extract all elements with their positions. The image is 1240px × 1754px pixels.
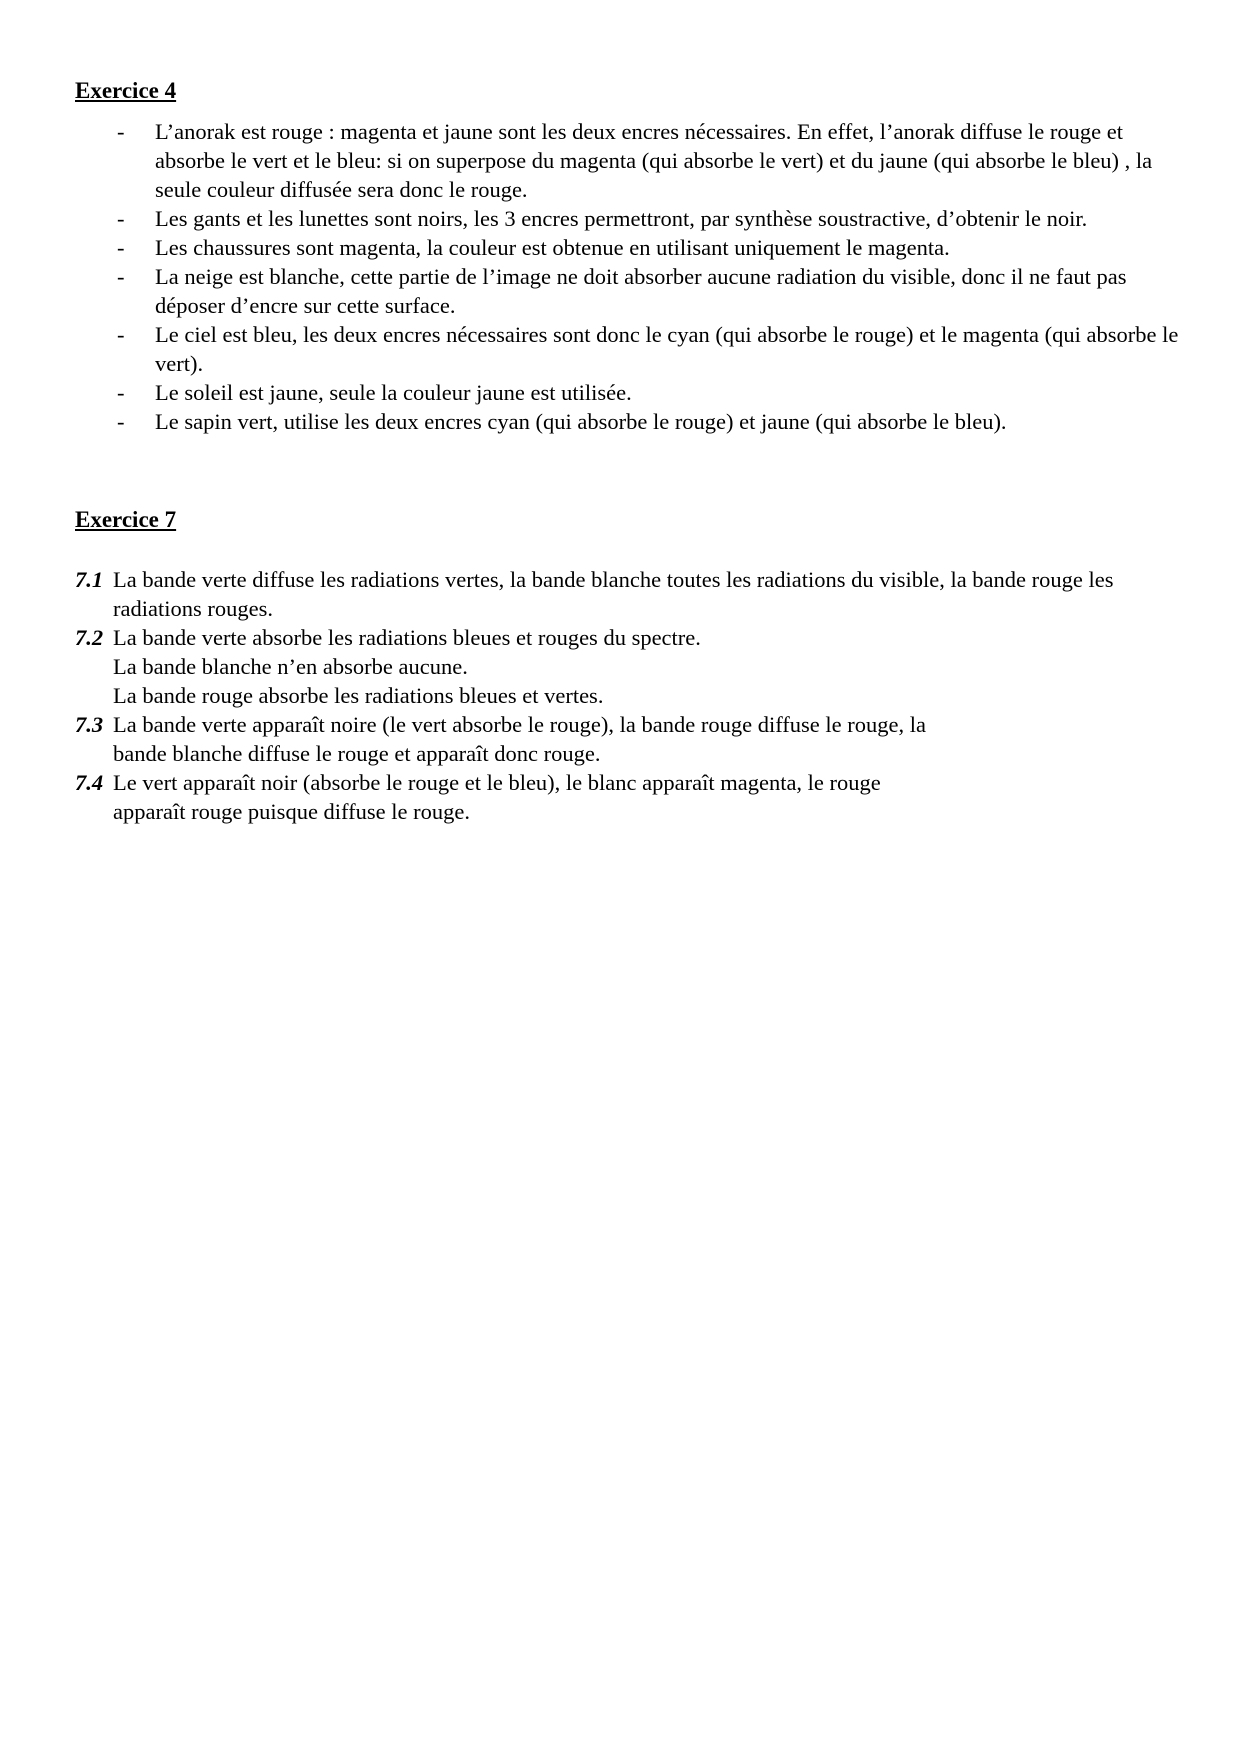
answer-number: 7.1 [75, 567, 104, 592]
exercise-7-answers [75, 565, 1185, 826]
list-item-text: Les chaussures sont magenta, la couleur est obtenue en utilisant uniquement le magenta. [155, 235, 950, 260]
bullet-dash: - [117, 235, 125, 260]
list-item [75, 407, 1185, 436]
answer-line: apparaît rouge puisque diffuse le rouge. [113, 799, 470, 824]
answer-line: La bande rouge absorbe les radiations bleues et vertes. [113, 683, 604, 708]
exercise-7-title: Exercice 7 [75, 507, 177, 532]
list-item-text: La neige est blanche, cette partie de l’image ne doit absorber aucune radiation du visible, donc il ne faut pas déposer d’encre sur cette surface. [155, 264, 1127, 318]
answer-number: 7.2 [75, 625, 104, 650]
list-item [75, 262, 1185, 320]
list-item [75, 117, 1185, 204]
list-item [75, 378, 1185, 407]
answer-line: La bande verte absorbe les radiations bleues et rouges du spectre. [113, 625, 701, 650]
answer-line: Le vert apparaît noir (absorbe le rouge et le bleu), le blanc apparaît magenta, le rouge [113, 770, 881, 795]
list-item-text: Le ciel est bleu, les deux encres nécessaires sont donc le cyan (qui absorbe le rouge) et le magenta (qui absorbe le vert). [155, 322, 1179, 376]
answer-7-3 [75, 710, 1185, 768]
bullet-dash: - [117, 380, 125, 405]
list-item [75, 204, 1185, 233]
bullet-dash: - [117, 264, 125, 289]
answer-number: 7.4 [75, 770, 104, 795]
answer-number: 7.3 [75, 712, 104, 737]
bullet-dash: - [117, 119, 125, 144]
answer-line: La bande verte diffuse les radiations vertes, la bande blanche toutes les radiations du visible, la bande rouge les radiations rouges. [113, 567, 1114, 621]
answer-7-2 [75, 623, 1185, 710]
answer-line: bande blanche diffuse le rouge et apparaît donc rouge. [113, 741, 601, 766]
exercise-4-title: Exercice 4 [75, 78, 177, 103]
list-item-text: Le soleil est jaune, seule la couleur jaune est utilisée. [155, 380, 632, 405]
answer-7-4 [75, 768, 1185, 826]
list-item-text: L’anorak est rouge : magenta et jaune sont les deux encres nécessaires. En effet, l’anorak diffuse le rouge et absorbe le vert et le bleu: si on superpose du magenta (qui absorbe le vert) et du jaune (qui absorbe le bleu) , la seule couleur diffusée sera donc le rouge. [155, 119, 1153, 202]
answer-7-1 [75, 565, 1185, 623]
list-item [75, 233, 1185, 262]
list-item-text: Les gants et les lunettes sont noirs, les 3 encres permettront, par synthèse soustractive, d’obtenir le noir. [155, 206, 1088, 231]
bullet-dash: - [117, 322, 125, 347]
answer-line: La bande verte apparaît noire (le vert absorbe le rouge), la bande rouge diffuse le rouge, la [113, 712, 926, 737]
answer-line: La bande blanche n’en absorbe aucune. [113, 654, 468, 679]
bullet-dash: - [117, 409, 125, 434]
exercise-4-list [75, 117, 1185, 436]
bullet-dash: - [117, 206, 125, 231]
list-item [75, 320, 1185, 378]
list-item-text: Le sapin vert, utilise les deux encres cyan (qui absorbe le rouge) et jaune (qui absorbe le bleu). [155, 409, 1007, 434]
